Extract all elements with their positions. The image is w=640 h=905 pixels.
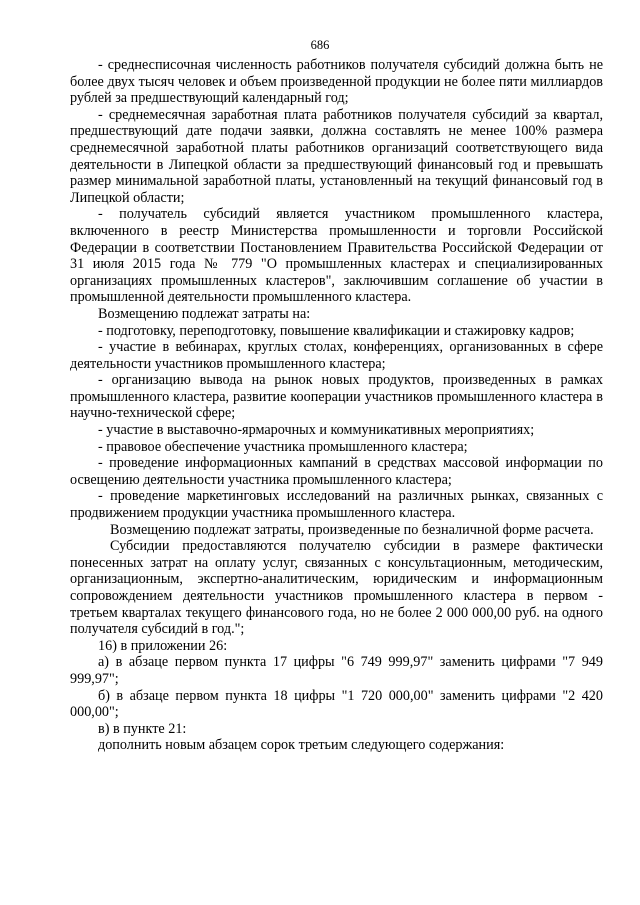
paragraph: - участие в выставочно-ярмарочных и коммуникативных мероприятиях; xyxy=(98,422,535,439)
paragraph: - подготовку, переподготовку, повышение квалификации и стажировку кадров; xyxy=(98,322,575,339)
paragraph: в) в пункте 21: xyxy=(98,720,187,737)
paragraph: - организацию вывода на рынок новых продуктов, произведенных в рамках промышленного кластера, развитие кооперации участников промышленного кластера в научно-технической сфере; xyxy=(70,372,603,422)
paragraph: - среднемесячная заработная плата работников получателя субсидий за квартал, предшествующий дате подачи заявки, должна составлять не менее 100% размера среднемесячной заработной платы работников организаций соответствующего вида деятельности в Липецкой области за предшествующий финансовый год и превышать размер минимальной заработной платы, установленный на текущий финансовый год в Липецкой области; xyxy=(70,106,603,206)
paragraph: Возмещению подлежат затраты на: xyxy=(98,305,311,322)
paragraph: - проведение информационных кампаний в средствах массовой информации по освещению деятельности участника промышленного кластера; xyxy=(70,455,603,488)
paragraph: - получатель субсидий является участником промышленного кластера, включенного в реестр Министерства промышленности и торговли Российской Федерации в соответствии Постановлением Правительства Российской Федерации от 31 июля 2015 года № 779 "О промышленных кластерах и специализированных организациях промышленных кластеров", заключившим соглашение об участии в промышленной деятельности промышленного кластера. xyxy=(70,206,603,306)
paragraph: - правовое обеспечение участника промышленного кластера; xyxy=(98,438,468,455)
paragraph: - проведение маркетинговых исследований на различных рынках, связанных с продвижением продукции участника промышленного кластера. xyxy=(70,488,603,522)
paragraph: б) в абзаце первом пункта 18 цифры "1 720 000,00" заменить цифрами "2 420 000,00"; xyxy=(70,687,603,721)
paragraph: - среднесписочная численность работников получателя субсидий должна быть не более двух тысяч человек и объем произведенной продукции не более пяти миллиардов рублей за предшествующий календарный год; xyxy=(70,57,603,107)
paragraph: 16) в приложении 26: xyxy=(98,637,228,654)
paragraph: дополнить новым абзацем сорок третьим следующего содержания: xyxy=(98,737,505,754)
paragraph: Субсидии предоставляются получателю субсидии в размере фактически понесенных затрат на оплату услуг, связанных с консультационным, методическим, организационным, экспертно-аналитическим, юридическим и информационным сопровождением деятельности участников промышленного кластера в первом - третьем кварталах текущего финансового года, но не более 2 000 000,00 руб. на одного получателя субсидий в год."; xyxy=(70,538,603,638)
paragraph: - участие в вебинарах, круглых столах, конференциях, организованных в сфере деятельности участников промышленного кластера; xyxy=(70,339,603,372)
paragraph: Возмещению подлежат затраты, произведенные по безналичной форме расчета. xyxy=(110,521,594,538)
page-number: 686 xyxy=(310,38,330,52)
paragraph: а) в абзаце первом пункта 17 цифры "6 749 999,97" заменить цифрами "7 949 999,97"; xyxy=(70,654,603,687)
document-body xyxy=(70,57,603,754)
